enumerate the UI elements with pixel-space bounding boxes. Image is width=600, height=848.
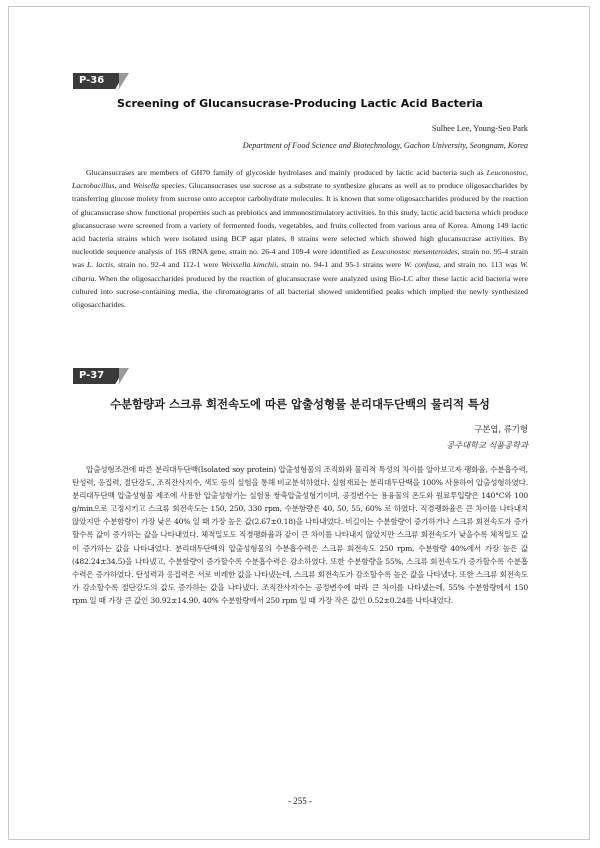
poster-number-label: P-37 [79,370,105,381]
abstract-body: Glucansucrases are members of GH70 family of glycoside hydrolases and mainly produced by lactic acid bacteria such as Leuconostoc, Lactobacillus, and Weisella species. Glucansucrases use sucrose as a substrate to synthesize glucans as well as to produce oligosaccharides by transferring glucose moiety from sucrose onto acceptor carbohydrate molecules. It is known that some oligosaccharides produced by the reaction of glucansucrase show functional properties such as prebiotics and immunostimulatory activities. In this study, lactic acid bacteria which produce glucansucrase were screened from a variety of fermented foods, vegetables, and fruits collected from various area of Korea. Among 149 lactic acid bacteria strains which were isolated using BCP agar plates, 8 strains were selected which showed high glucansucrase activities. By nucleotide sequence analysis of 16S rRNA gene, strain no. 26-4 and 109-4 were identified as Leuconostoc mesenteroides, strain no. 95-4 strain was L. lactis, strain no. 92-4 and 112-1 were Weissella kimchii, strain no. 94-1 and 95-1 strains were W. confusa, and strain no. 113 was W. cibaria. When the oligosaccharides produced by the reaction of glucansucrase were analyzed using Bio-LC after these lactic acid bacteria were cultured into sucrose-containing media, the chromatograms of all bacterial showed unidentified peaks which implied the newly synthesized oligosaccharides. [72,168,528,310]
author-list: Sulhee Lee, Young-Seo Park [431,124,528,133]
abstract-title: 수분함량과 스크류 회전속도에 따른 압출성형물 분리대두단백의 물리적 특성 [110,397,490,411]
abstract-title: Screening of Glucansucrase-Producing Lactic Acid Bacteria [117,97,483,110]
author-list: 구본엽, 류기형 [474,424,528,434]
poster-number-badge [73,73,119,89]
page-number: - 255 - [288,796,312,806]
abstract-body: 압출성형조건에 따른 분리대두단백(Isolated soy protein) 압출성형물의 조직화와 물리적 특성의 차이를 알아보고자 팽화율, 수분흡수력, 탄성력, 응집력, 절단강도, 조직잔사지수, 색도 등의 실험을 통해 비교분석하였다. 실험재료는 분리대두단백을 100% 사용하여 압출성형하였다. 분리대두단백 압출성형물 제조에 사용한 압출성형기는 실험용 쌍축압출성형기이며, 공정변수는 용융물의 온도와 원료투입량은 140°C와 100 g/min으로 고정시키고 스크류 회전속도는 150, 250, 330 rpm, 수분함량은 40, 50, 55, 60% 로 하였다. 직경팽화율은 큰 차이를 나타내지 않았지만 수분함량이 가장 낮은 40% 일 때 가장 높은 값(2.67±0.18)을 나타내었다. 비길이는 수분함량이 증가하거나 스크류 회전속도가 증가할수록 값이 증가하는 값을 나타내었다. 체적밀도도 직경팽화율과 같이 큰 차이를 나타내지 않았지만 스크류 회전속도가 낮을수록 체적밀도 값이 증가하는 값을 나타내었다. 분리대두단백의 압출성형물의 수분흡수력은 스크류 회전속도 250 rpm, 수분함량 40%에서 가장 높은 값(482.24±34.5)을 나타냈고, 수분함량이 증가할수록 수분흡수력은 감소하였다. 또한 수분함량을 55%, 스크류 회전속도가 증가할수록 수분흡수력은 증가하였다. 탄성력과 응집력은 서로 비례한 값을 나타냈는데, 스크류 회전속도가 감소할수록 높은 값을 나타냈다. 또한 스크류 회전속도가 감소할수록 절단강도의 값도 증가하는 값을 나타냈다. 조직잔사지수는 공정변수에 따라 큰 차이를 나타냈는데, 55% 수분함량에서 150 rpm 일 때 가장 큰 값인 30.92±14.90, 40% 수분함량에서 250 rpm 일 때 가장 작은 값인 0.52±0.24를 나타내었다. [72,465,528,605]
affiliation: Department of Food Science and Biotechnology, Gachon University, Seongnam, Korea [242,141,528,150]
affiliation: 공주대학교 식품공학과 [446,440,528,450]
badge-stripe-decoration [115,368,127,384]
poster-number-badge [73,368,119,384]
badge-stripe-decoration [115,73,127,89]
poster-number-label: P-36 [79,75,105,86]
